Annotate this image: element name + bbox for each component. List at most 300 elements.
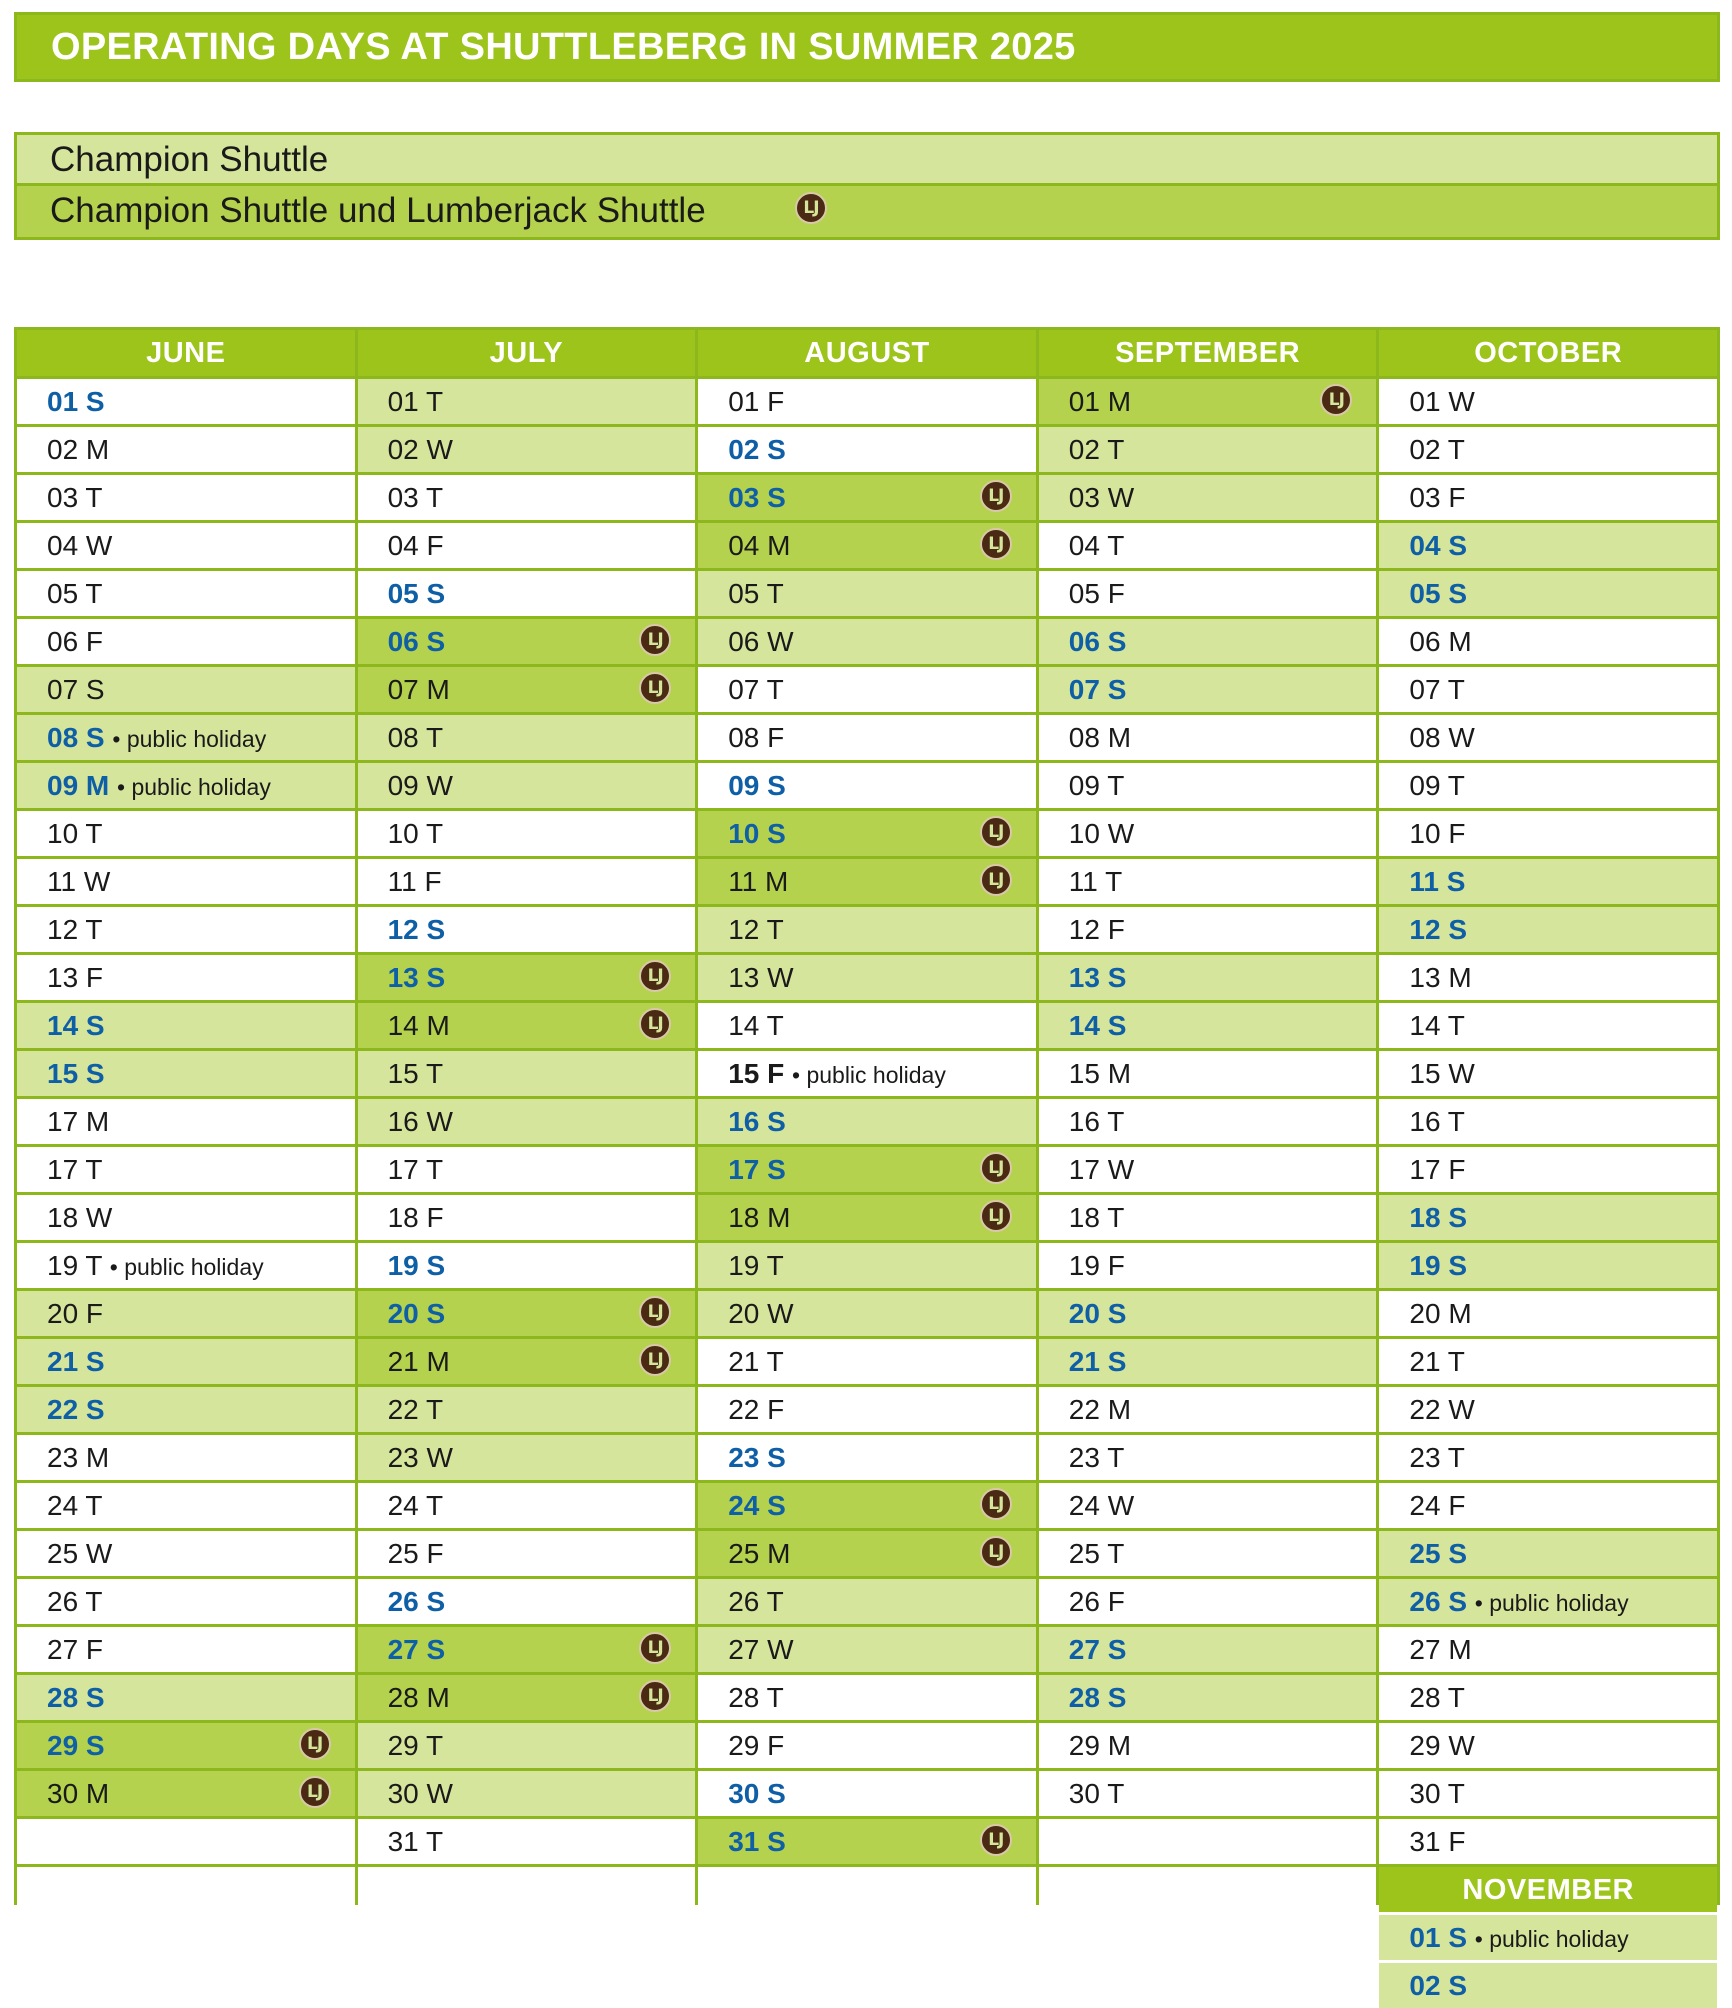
day-cell [1379,1435,1717,1480]
lumberjack-badge-icon: LJ [639,1008,671,1040]
day-label: 06 S [387,626,446,657]
day-cell [17,571,355,616]
day-cell [17,1099,355,1144]
day-label: 05 S [387,578,446,609]
day-label: 08 F [728,722,785,753]
day-label: 16 W [387,1106,453,1137]
day-cell [1039,811,1377,856]
day-cell [358,475,696,520]
day-cell [1039,1003,1377,1048]
day-label: 06 W [728,626,794,657]
day-cell [698,475,1036,520]
day-cell [698,1195,1036,1240]
day-cell [17,1387,355,1432]
day-cell [1039,1195,1377,1240]
day-cell [17,1243,355,1288]
day-label: 18 T [1068,1202,1125,1233]
day-label: 08 T [387,722,444,753]
day-cell [17,715,355,760]
day-label: 21 S [1068,1346,1127,1377]
day-cell [358,1387,696,1432]
day-label: 26 T [728,1586,784,1617]
day-label: 07 M [387,674,450,705]
day-label: 04 T [1068,530,1125,561]
calendar-grid [14,327,1720,2001]
day-cell [698,1531,1036,1576]
day-label: 19 T [728,1250,784,1281]
day-label: 12 S [1409,914,1467,945]
empty-cell [1039,1963,1377,2008]
day-cell [17,1627,355,1672]
legend-label: Champion Shuttle und Lumberjack Shuttle [50,191,706,230]
day-cell [698,1291,1036,1336]
day-cell [358,1627,696,1672]
day-cell [1039,475,1377,520]
day-cell [1039,763,1377,808]
day-cell [358,1819,696,1864]
day-label: 07 S [47,674,105,705]
day-cell [358,763,696,808]
day-cell [698,907,1036,952]
day-label: 09 M [47,770,110,801]
day-cell [358,955,696,1000]
day-cell [698,427,1036,472]
empty-cell [17,1867,355,1912]
day-cell [1379,475,1717,520]
month-header-august: AUGUST [698,330,1036,376]
day-label: 20 S [387,1298,446,1329]
empty-cell [1039,1819,1377,1864]
day-label: 17 T [47,1154,103,1185]
day-label: 26 S [1409,1586,1467,1617]
day-label: 02 S [1409,1970,1467,2001]
day-cell [1039,1243,1377,1288]
day-cell [1379,1195,1717,1240]
lumberjack-badge-icon: LJ [980,1488,1012,1520]
lumberjack-badge-icon: LJ [980,480,1012,512]
day-label: 18 F [387,1202,444,1233]
day-label: 14 S [47,1010,105,1041]
day-label: 31 F [1409,1826,1466,1857]
day-label: 17 S [728,1154,786,1185]
day-cell [1039,1387,1377,1432]
day-label: 05 S [1409,578,1467,609]
day-label: 21 S [47,1346,105,1377]
day-label: 21 T [1409,1346,1465,1377]
day-cell [698,1771,1036,1816]
day-label: 21 M [387,1346,450,1377]
day-label: 10 T [387,818,444,849]
day-cell [1379,1627,1717,1672]
day-label: 25 M [728,1538,791,1569]
day-label: 26 S [387,1586,446,1617]
day-cell [17,859,355,904]
day-cell [1379,1579,1717,1624]
day-label: 11 F [387,866,442,897]
day-cell [698,859,1036,904]
day-label: 18 W [47,1202,113,1233]
day-cell [358,715,696,760]
day-cell [1379,1099,1717,1144]
day-cell [1039,1483,1377,1528]
day-cell [358,1195,696,1240]
day-label: 03 S [728,482,786,513]
day-label: 12 T [728,914,784,945]
day-label: 11 W [47,866,111,897]
day-label: 29 T [387,1730,444,1761]
day-label: 04 S [1409,530,1467,561]
day-label: 02 M [47,434,110,465]
day-label: 15 S [47,1058,105,1089]
day-label: 21 T [728,1346,784,1377]
public-holiday-note: • public holiday [1474,1590,1629,1616]
day-cell [358,1003,696,1048]
day-cell [1039,1291,1377,1336]
day-cell [358,379,696,424]
day-cell [17,955,355,1000]
day-label: 06 M [1409,626,1472,657]
day-label: 25 F [387,1538,444,1569]
day-cell [1039,1675,1377,1720]
day-cell [1379,763,1717,808]
day-cell [17,907,355,952]
day-cell [698,1099,1036,1144]
day-label: 06 F [47,626,104,657]
day-label: 24 S [728,1490,786,1521]
day-cell [17,811,355,856]
day-label: 17 M [47,1106,110,1137]
day-cell [358,1435,696,1480]
day-label: 24 W [1068,1490,1135,1521]
day-cell [358,1099,696,1144]
day-label: 30 M [47,1778,110,1809]
day-label: 08 M [1068,722,1132,753]
day-cell [698,1723,1036,1768]
day-cell [698,1051,1036,1096]
day-label: 04 W [47,530,113,561]
day-label: 30 T [1068,1778,1125,1809]
day-label: 22 F [728,1394,785,1425]
day-cell [1379,1051,1717,1096]
day-label: 24 T [47,1490,103,1521]
day-label: 13 M [1409,962,1472,993]
day-cell [1039,379,1377,424]
day-cell [1039,1051,1377,1096]
day-label: 06 S [1068,626,1127,657]
day-cell [17,475,355,520]
day-cell [1039,1723,1377,1768]
legend [14,132,1720,240]
day-cell [17,1147,355,1192]
day-label: 10 T [47,818,103,849]
day-cell [698,523,1036,568]
day-label: 27 S [387,1634,446,1665]
day-cell [358,427,696,472]
day-cell [17,523,355,568]
day-label: 23 M [47,1442,110,1473]
day-cell [358,1675,696,1720]
day-cell [698,667,1036,712]
day-cell [17,427,355,472]
day-label: 17 W [1068,1154,1135,1185]
empty-cell [698,1867,1036,1912]
day-label: 10 F [1409,818,1466,849]
legend-champion-and-lumberjack-shuttle [14,186,1720,240]
lumberjack-badge-icon: LJ [299,1776,331,1808]
day-cell [1379,859,1717,904]
day-cell [1379,1675,1717,1720]
day-cell [1039,1435,1377,1480]
day-cell [698,1387,1036,1432]
day-cell [1039,859,1377,904]
day-label: 23 T [1409,1442,1465,1473]
day-cell [358,619,696,664]
day-label: 07 T [728,674,784,705]
day-cell [698,1435,1036,1480]
day-cell [698,1819,1036,1864]
day-cell [17,379,355,424]
day-label: 24 F [1409,1490,1466,1521]
day-label: 27 M [1409,1634,1472,1665]
day-cell [358,1771,696,1816]
lumberjack-badge-icon: LJ [795,192,827,224]
day-label: 25 T [1068,1538,1125,1569]
day-label: 17 F [1409,1154,1466,1185]
day-cell [1039,619,1377,664]
empty-cell [1039,1867,1377,1912]
day-label: 01 M [1068,386,1132,417]
month-header-june: JUNE [17,330,355,376]
day-cell [1379,523,1717,568]
month-header-november: NOVEMBER [1379,1867,1717,1912]
day-cell [1379,1819,1717,1864]
day-label: 25 S [1409,1538,1467,1569]
day-label: 07 T [1409,674,1465,705]
day-cell [698,1003,1036,1048]
lumberjack-badge-icon: LJ [639,1296,671,1328]
day-label: 01 W [1409,386,1475,417]
public-holiday-note: • public holiday [109,1254,264,1280]
day-label: 13 W [728,962,794,993]
day-label: 29 W [1409,1730,1475,1761]
day-cell [1039,715,1377,760]
day-label: 22 T [387,1394,444,1425]
day-label: 22 S [47,1394,105,1425]
day-label: 14 S [1068,1010,1127,1041]
day-label: 24 T [387,1490,444,1521]
day-label: 14 T [1409,1010,1465,1041]
day-cell [358,523,696,568]
day-cell [1039,1771,1377,1816]
day-label: 25 W [47,1538,113,1569]
day-cell [17,667,355,712]
day-label: 29 F [728,1730,785,1761]
day-label: 07 S [1068,674,1127,705]
day-label: 10 W [1068,818,1135,849]
day-cell [1379,1147,1717,1192]
day-cell [1379,379,1717,424]
empty-cell [17,1915,355,1960]
day-cell [1039,1531,1377,1576]
day-label: 02 T [1409,434,1465,465]
day-label: 23 T [1068,1442,1125,1473]
day-cell [17,1003,355,1048]
day-cell [1379,811,1717,856]
month-header-july: JULY [358,330,696,376]
day-label: 08 W [1409,722,1475,753]
day-cell [1379,427,1717,472]
day-label: 30 T [1409,1778,1465,1809]
day-label: 15 W [1409,1058,1475,1089]
day-label: 14 T [728,1010,784,1041]
day-label: 04 M [728,530,791,561]
day-label: 28 S [47,1682,105,1713]
day-label: 03 T [387,482,444,513]
day-cell [1039,427,1377,472]
day-cell [1379,715,1717,760]
day-cell [1039,1339,1377,1384]
day-cell [358,1051,696,1096]
lumberjack-badge-icon: LJ [639,1344,671,1376]
day-cell [698,955,1036,1000]
day-cell [17,1291,355,1336]
day-label: 14 M [387,1010,450,1041]
empty-cell [358,1915,696,1960]
day-label: 31 T [387,1826,444,1857]
day-cell [1039,907,1377,952]
day-label: 18 M [728,1202,791,1233]
public-holiday-note: • public holiday [792,1062,946,1088]
day-label: 02 W [387,434,453,465]
lumberjack-badge-icon: LJ [639,672,671,704]
day-label: 28 S [1068,1682,1127,1713]
day-cell [358,1531,696,1576]
day-label: 12 T [47,914,103,945]
day-label: 16 T [1068,1106,1125,1137]
day-label: 27 W [728,1634,794,1665]
day-label: 16 T [1409,1106,1465,1137]
day-cell [698,571,1036,616]
day-cell [17,1531,355,1576]
day-label: 15 M [1068,1058,1132,1089]
day-label: 01 F [728,386,785,417]
day-cell [1039,1579,1377,1624]
day-cell [1379,1003,1717,1048]
day-cell [17,1435,355,1480]
day-cell [1379,1243,1717,1288]
lumberjack-badge-icon: LJ [980,1200,1012,1232]
lumberjack-badge-icon: LJ [639,1632,671,1664]
day-cell [358,1723,696,1768]
day-cell [1379,1483,1717,1528]
empty-cell [698,1915,1036,1960]
day-cell [1379,1339,1717,1384]
day-label: 30 S [728,1778,786,1809]
day-cell [1379,619,1717,664]
lumberjack-badge-icon: LJ [639,960,671,992]
month-header-september: SEPTEMBER [1039,330,1377,376]
day-label: 13 S [1068,962,1127,993]
day-cell [698,619,1036,664]
day-cell [1379,955,1717,1000]
day-label: 13 F [47,962,104,993]
day-cell [358,859,696,904]
empty-cell [17,1963,355,2008]
day-label: 03 W [1068,482,1135,513]
day-label: 01 S [1409,1922,1467,1953]
day-label: 01 S [47,386,105,417]
lumberjack-badge-icon: LJ [980,528,1012,560]
day-cell [358,1339,696,1384]
day-cell [358,811,696,856]
day-cell [358,1243,696,1288]
day-label: 28 T [728,1682,784,1713]
empty-cell [1039,1915,1377,1960]
day-label: 19 T [47,1250,103,1281]
lumberjack-badge-icon: LJ [299,1728,331,1760]
day-label: 09 S [728,770,786,801]
day-label: 03 T [47,482,103,513]
day-cell [17,1195,355,1240]
day-cell [1039,571,1377,616]
day-label: 27 F [47,1634,104,1665]
day-cell [358,667,696,712]
day-cell [1379,1915,1717,1960]
day-label: 11 T [1068,866,1123,897]
day-label: 09 W [387,770,453,801]
day-label: 15 T [387,1058,444,1089]
month-header-october: OCTOBER [1379,330,1717,376]
day-cell [698,1627,1036,1672]
day-label: 20 S [1068,1298,1127,1329]
day-label: 05 T [47,578,103,609]
day-label: 26 T [47,1586,103,1617]
day-cell [698,715,1036,760]
day-cell [698,379,1036,424]
day-label: 15 F [728,1058,785,1089]
day-cell [358,1147,696,1192]
day-cell [698,1339,1036,1384]
day-cell [698,1483,1036,1528]
day-cell [698,763,1036,808]
empty-cell [17,1819,355,1864]
day-cell [17,619,355,664]
day-label: 09 T [1409,770,1465,801]
day-label: 28 T [1409,1682,1465,1713]
day-cell [1039,1627,1377,1672]
day-label: 02 T [1068,434,1125,465]
day-label: 02 S [728,434,786,465]
day-label: 20 M [1409,1298,1472,1329]
day-label: 29 M [1068,1730,1132,1761]
day-label: 05 T [728,578,784,609]
day-cell [1379,1291,1717,1336]
day-cell [1039,955,1377,1000]
day-label: 27 S [1068,1634,1127,1665]
day-cell [1039,523,1377,568]
public-holiday-note: • public holiday [117,774,271,800]
legend-champion-shuttle [14,132,1720,186]
day-cell [17,1339,355,1384]
day-cell [17,1051,355,1096]
day-label: 11 S [1409,866,1466,897]
day-cell [17,1771,355,1816]
day-cell [358,1483,696,1528]
day-cell [1379,1387,1717,1432]
day-cell [698,1579,1036,1624]
day-label: 01 T [387,386,444,417]
day-cell [17,1675,355,1720]
